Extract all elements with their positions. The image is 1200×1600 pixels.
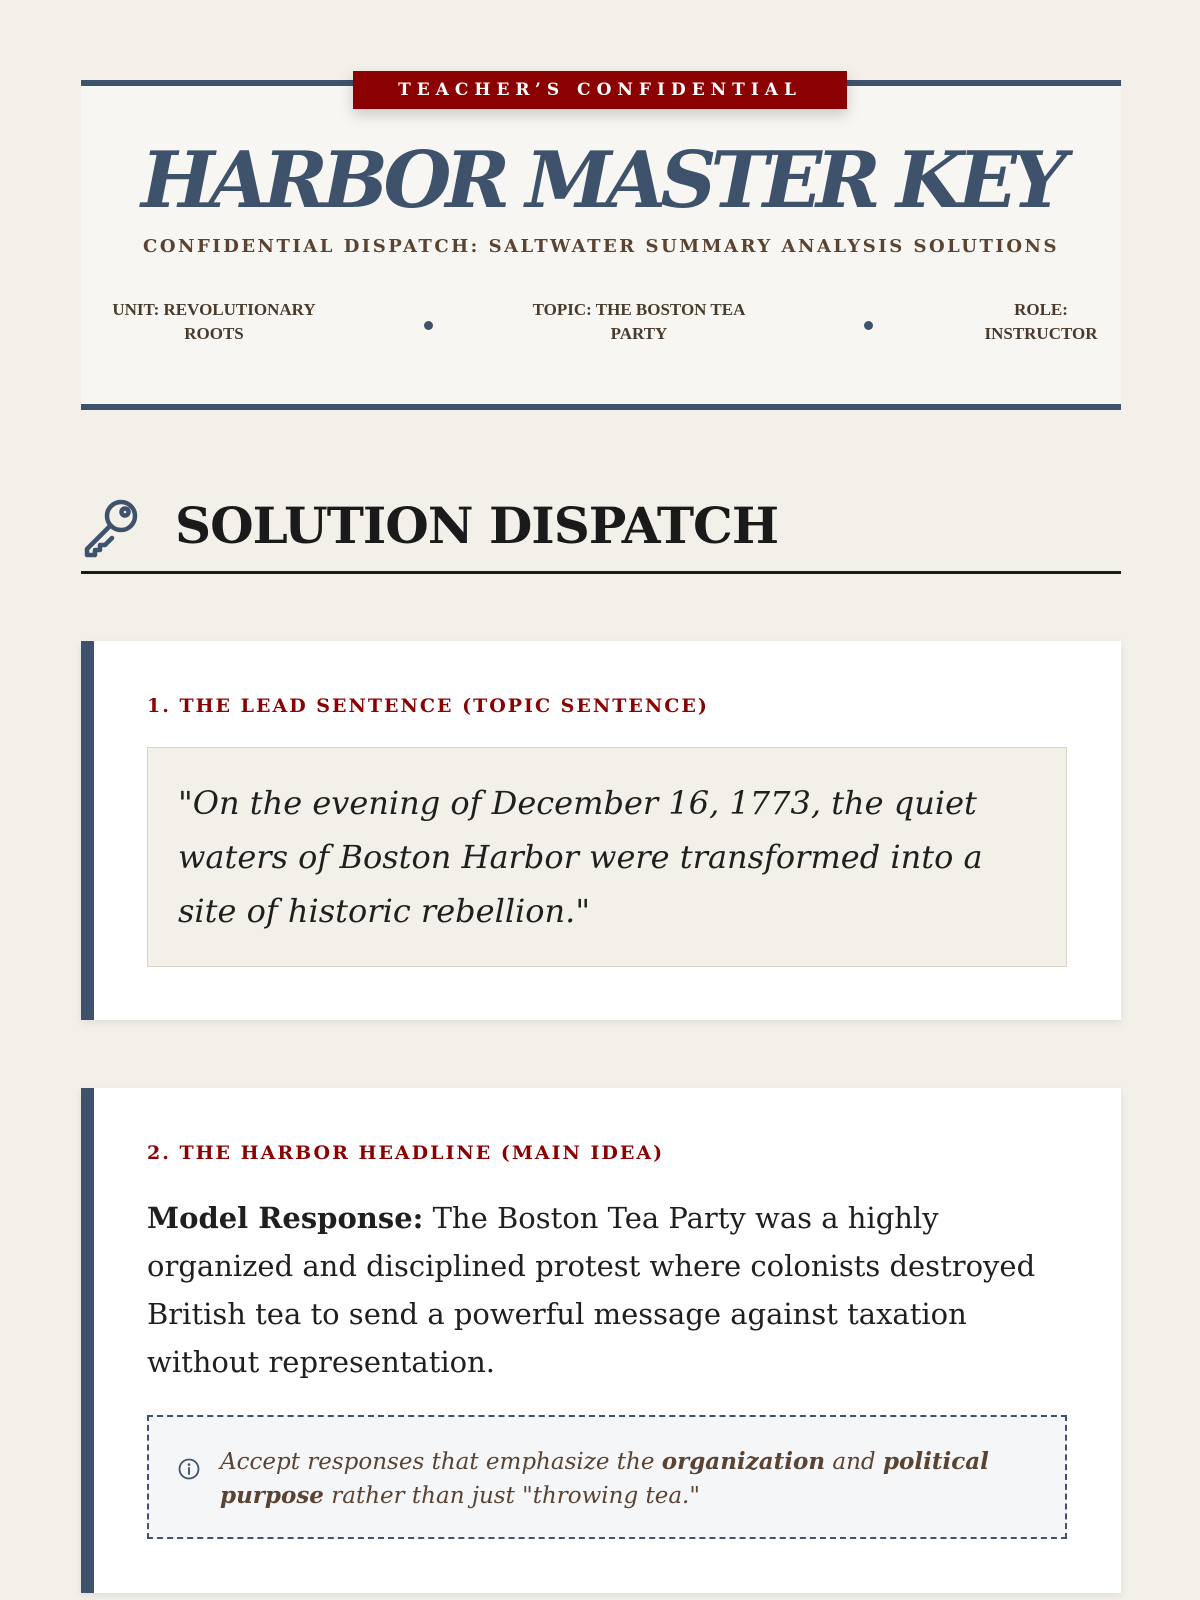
key-icon [81,494,145,558]
confidential-tag: TEACHER’S CONFIDENTIAL [353,71,847,109]
header-card [81,80,1121,410]
note-text: Accept responses that emphasize the [220,1449,662,1475]
note-text: and [825,1449,883,1475]
page-subtitle: CONFIDENTIAL DISPATCH: SALTWATER SUMMARY ANALYSIS SOLUTIONS [143,236,1059,257]
info-icon [177,1457,201,1481]
meta-separator-dot [424,321,433,330]
page-title: HARBOR MASTER KEY [141,135,1061,226]
meta-role: ROLE: INSTRUCTOR [984,300,1098,343]
meta-separator-dot [864,321,873,330]
section-heading [81,488,1121,574]
model-response-lead: Model Response: [147,1201,424,1235]
model-response [147,1194,1067,1386]
meta-topic: TOPIC: THE BOSTON TEA PARTY [532,300,746,343]
meta-unit: UNIT: REVOLUTIONARY ROOTS [112,300,316,343]
note-emphasis: political purpose [220,1448,989,1509]
main-idea-card [81,1088,1121,1593]
lead-sentence-quote: "On the evening of December 16, 1773, the quiet waters of Boston Harbor were transformed into a site of historic rebellion." [147,747,1067,967]
card-label: 1. THE LEAD SENTENCE (TOPIC SENTENCE) [147,695,709,717]
model-response-text: The Boston Tea Party was a highly organized and disciplined protest where colonists destroyed British tea to send a powerful message against taxation without representation. [147,1201,1036,1379]
section-title: SOLUTION DISPATCH [175,496,779,555]
lead-sentence-card [81,641,1121,1020]
card-label: 2. THE HARBOR HEADLINE (MAIN IDEA) [147,1142,665,1164]
teacher-note [147,1415,1067,1539]
note-text: rather than just "throwing tea." [323,1483,700,1509]
note-emphasis: organization [661,1448,826,1475]
